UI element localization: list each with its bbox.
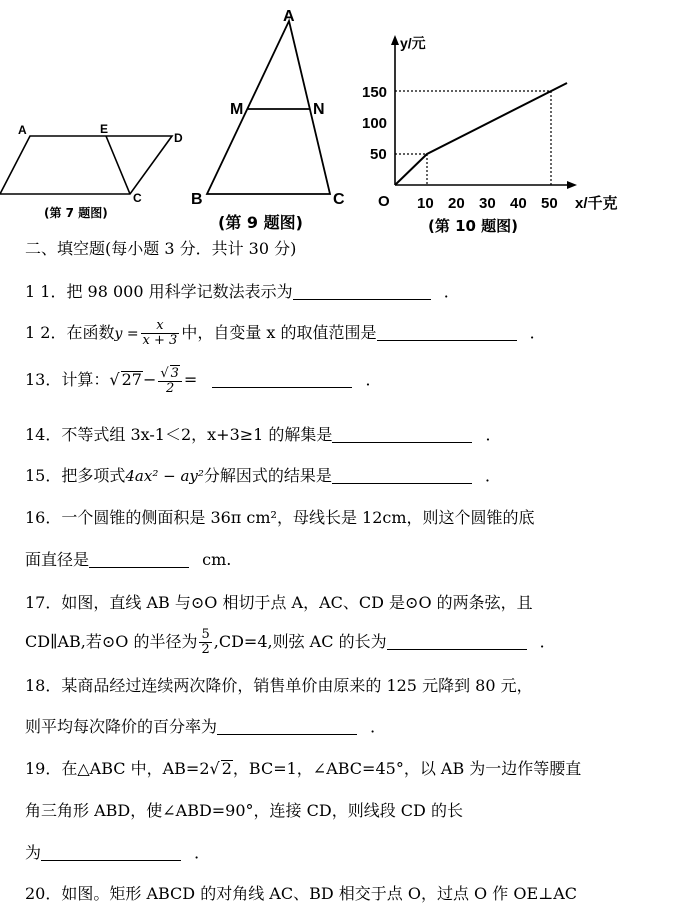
question-18-line-1: 18．某商品经过连续两次降价，销售单价由原来的 125 元降到 80 元， [25,676,533,695]
y-tick-50: 50 [370,146,387,163]
q12-text-before: 1 2．在函数 [25,323,115,342]
label-a: A [18,123,27,137]
question-12 [25,318,546,349]
figure-10 [362,30,640,215]
label-b: B [191,191,203,208]
q17-frac-den: 2 [201,642,210,657]
q17-fraction [199,628,211,657]
q19-answer-blank[interactable] [41,844,181,861]
question-20-line-1: 20．如图。矩形 ABCD 的对角线 AC、BD 相交于点 O，过点 O 作 OE⊥AC [25,884,577,903]
q14-period: ． [485,425,502,444]
q13-answer-blank[interactable] [212,371,352,388]
origin-label: O [378,193,390,210]
q19-period: ． [194,843,211,862]
q12-y-eq: y = [114,326,139,342]
q15-answer-blank[interactable] [332,467,472,484]
question-16-line-1: 16．一个圆锥的侧面积是 36π cm²，母线长是 12cm，则这个圆锥的底 [25,508,535,527]
q12-frac-den: x + 3 [142,333,178,348]
q13-period: ． [365,370,382,389]
figure-9 [185,5,355,210]
question-19-line-2: 角三角形 ABD，使∠ABD=90°，连接 CD，则线段 CD 的长 [25,801,463,820]
x-tick-50: 50 [541,195,558,212]
q19-sqrt-sign: √ [209,759,220,778]
q19-text-after: ，BC=1，∠ABC=45°，以 AB 为一边作等腰直 [232,759,582,778]
figure-9-caption: (第 9 题图) [218,213,303,232]
question-13 [25,365,382,396]
x-tick-20: 20 [448,195,465,212]
y-tick-150: 150 [362,84,388,101]
q13-fraction [158,365,182,396]
graph-line [395,83,567,185]
q13-radicand-2: 3 [170,366,179,381]
question-19-line-3 [25,843,210,863]
q15-text-before: 15．把多项式 [25,466,126,485]
label-n: N [313,101,325,118]
y-axis-label: y/元 [400,35,426,51]
question-14 [25,425,502,445]
q18-text-before: 则平均每次降价的百分率为 [25,717,218,736]
q19-text-wei: 为 [25,843,42,862]
q19-radicand: 2 [221,759,232,778]
label-c: C [333,191,345,208]
q18-period: ． [370,717,387,736]
question-16-line-2 [25,550,231,570]
q11-text: 1 1．把 98 000 用科学记数法表示为 [25,282,293,301]
label-a: A [283,8,295,25]
label-d: D [174,131,183,145]
label-m: M [230,101,244,118]
q15-expression: 4ax² − ay² [125,467,204,485]
q13-frac-num: √ 3 [158,365,182,382]
q11-answer-blank[interactable] [293,283,431,300]
q17-frac-num: 5 [201,627,210,642]
q13-sqrt-sign-1: √ [109,370,120,389]
segment-ec [106,136,130,194]
q13-equals: = [183,370,198,389]
q18-answer-blank[interactable] [217,718,357,735]
q13-minus: − [142,370,157,389]
question-15 [25,466,501,486]
x-axis-arrow [567,181,577,189]
question-18-line-2 [25,717,386,737]
label-e: E [100,122,109,136]
figure-10-caption: (第 10 题图) [428,217,519,235]
q16-unit: cm. [202,550,232,569]
q17-text-before: CD∥AB,若⊙O 的半径为 [25,632,198,651]
section-header: 二、填空题(每小题 3 分．共计 30 分) [25,239,297,258]
figure-7-caption: (第 7 题图) [44,206,108,220]
q12-answer-blank[interactable] [377,324,517,341]
q12-fraction [141,319,180,348]
q13-radicand-1: 27 [121,370,142,389]
q11-period: ． [443,282,460,301]
x-tick-40: 40 [510,195,527,212]
q16-text-before: 面直径是 [25,550,90,569]
y-axis-arrow [391,35,399,45]
y-tick-100: 100 [362,115,388,132]
x-axis-label: x/千克 [575,195,618,212]
q16-answer-blank[interactable] [89,551,189,568]
x-tick-10: 10 [417,195,434,212]
q13-frac-den: 2 [165,381,175,396]
parallelogram-shape [0,136,172,194]
question-19-line-1 [25,759,581,779]
q19-text-before: 19．在△ABC 中，AB=2 [25,759,210,778]
question-11 [25,282,460,302]
q14-answer-blank[interactable] [332,426,472,443]
q12-text-middle: 中，自变量 x 的取值范围是 [181,323,377,342]
q15-period: ． [484,466,501,485]
q12-period: ． [529,323,546,342]
q12-frac-num: x [141,319,180,334]
q14-text: 14．不等式组 3x-1＜2，x+3≥1 的解集是 [25,425,333,444]
q13-text: 13．计算： [25,370,110,389]
q17-text-middle: ,CD=4,则弦 AC 的长为 [213,632,387,651]
label-c: C [133,191,142,205]
question-17-line-1: 17．如图，直线 AB 与⊙O 相切于点 A，AC、CD 是⊙O 的两条弦，且 [25,593,533,612]
q17-answer-blank[interactable] [387,633,527,650]
question-17-line-2 [25,627,556,657]
triangle-abc [207,21,330,194]
q15-text-middle: 分解因式的结果是 [203,466,332,485]
x-tick-30: 30 [479,195,496,212]
q17-period: ． [539,632,556,651]
